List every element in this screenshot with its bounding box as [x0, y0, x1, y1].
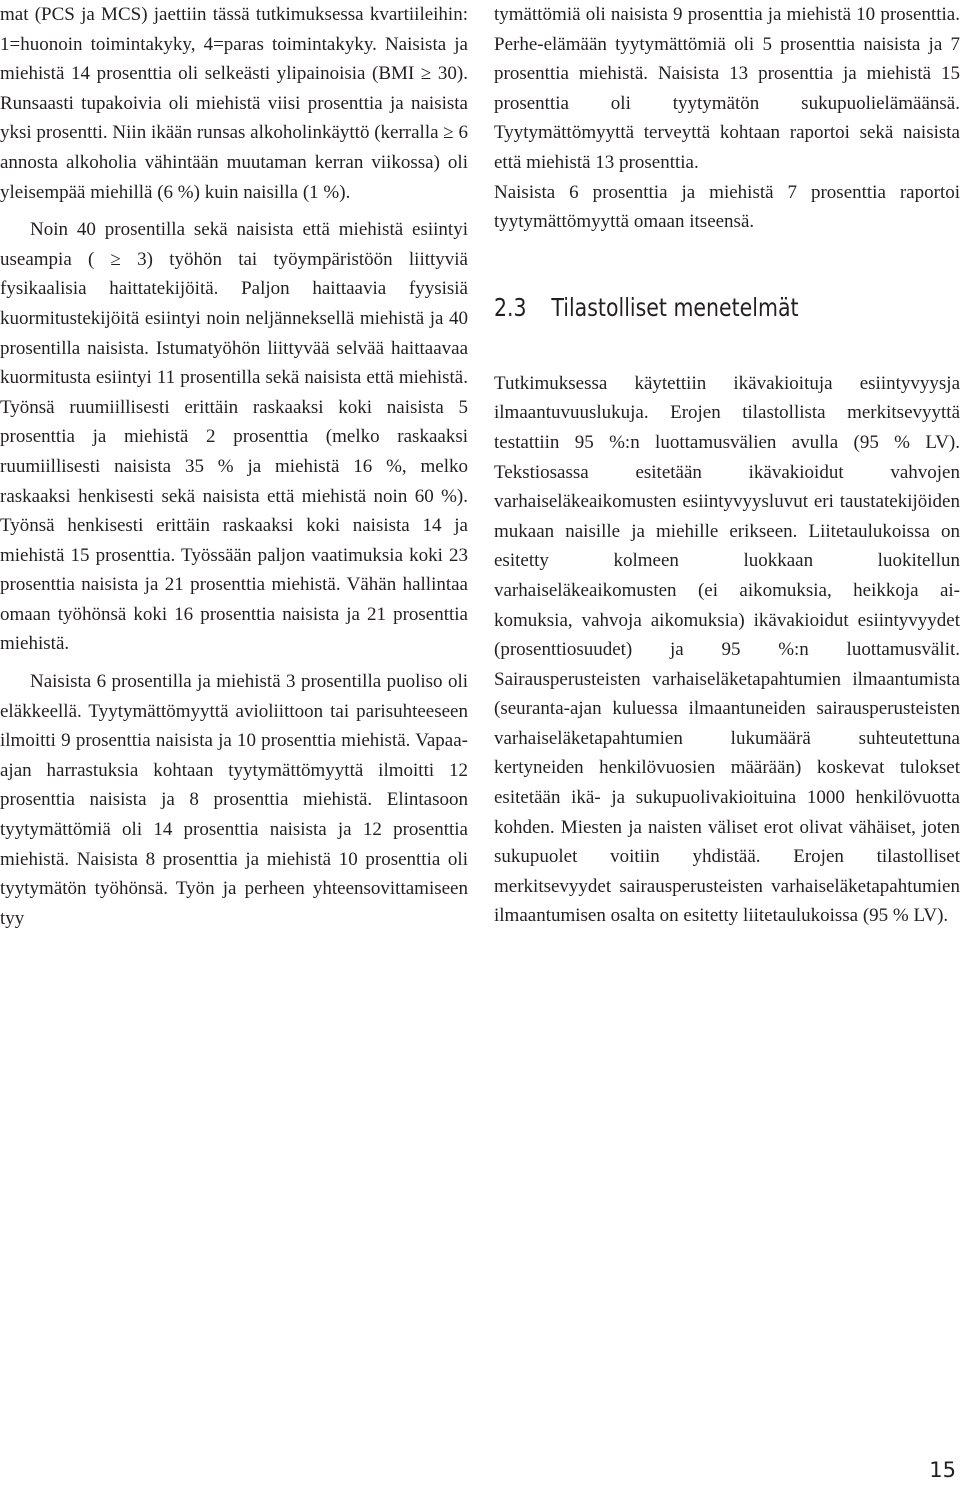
body-paragraph: mat (PCS ja MCS) jaettiin tässä tutkimuksessa kvartiileihin: 1=huonoin toimintakyky, 4=paras toimintakyky. Naisista ja miehistä 14 prosenttia oli selkeästi ylipainoisia (BMI ≥ 30). Runsaasti tupakoivia oli miehistä viisi prosenttia ja naisista yksi prosentti. Niin ikään runsas alkoholinkäyttö (kerralla ≥ 6 annosta alkoholia vähintään muutaman kerran viikossa) oli yleisempää miehillä (6 %) kuin naisilla (1 %).	[0, 4, 468, 203]
right-text-column	[494, 0, 960, 931]
section-number: 2.3	[494, 292, 527, 322]
page-number: 15	[929, 1458, 956, 1482]
body-paragraph: Naisista 6 prosenttia ja miehistä 7 prosenttia raportoi tyytymättömyyttä omaan itseensä.	[494, 181, 960, 233]
left-text-column	[0, 0, 468, 933]
body-paragraph: Naisista 6 prosentilla ja miehistä 3 prosentilla puoliso oli eläkkeellä. Tyytymättömyyttä avioliittoon tai parisuhteeseen ilmoitti 9 prosenttia naisista ja 10 prosenttia miehistä. Vapaa-ajan harrastuksia kohtaan tyytymättömyyttä ilmoitti 12 prosenttia naisista ja 8 prosenttia miehistä. Elintasoon tyytymättömiä oli 14 prosenttia naisista ja 12 prosenttia miehistä. Naisista 8 prosenttia ja miehistä 10 prosenttia oli tyytymätön työhönsä. Työn ja perheen yhteensovittamiseen tyy	[0, 671, 468, 929]
body-paragraph: Tutkimuksessa käytettiin ikävakioituja esiintyvyysja ilmaantuvuuslukuja. Erojen tilastollista merkitsevyyttä testattiin 95 %:n luottamusvälien avulla (95 % LV). Tekstiosassa esitetään ikävakioidut vahvojen varhaiseläkeaikomusten esiintyvyysluvut eri taustatekijöiden mukaan naisille ja miehille erikseen. Liitetaulukoissa on esitetty kolmeen luokkaan luokitellun varhaiseläkeaikomusten (ei aikomuksia, heikkoja aikomuksia, vahvoja aikomuksia) ikävakioidut esiintyvyydet (prosenttiosuudet) ja 95 %:n luottamusvälit. Sairausperusteisten varhaiseläketapahtumien ilmaantumista (seuranta-ajan kuluessa ilmaantuneiden sairausperusteisten varhaiseläketapahtumien lukumäärä suhteutettuna kertyneiden henkilövuosien määrään) koskevat tulokset esitetään ikä- ja sukupuolivakioituina 1000 henkilövuotta kohden. Miesten ja naisten väliset erot olivat vähäiset, joten sukupuolet voitiin yhdistää. Erojen tilastolliset merkitsevyydet sairausperusteisten varhaiseläketapahtumien ilmaantumisen osalta on esitetty liitetaulukoissa (95 % LV).	[494, 372, 960, 927]
body-paragraph: tymättömiä oli naisista 9 prosenttia ja miehistä 10 prosenttia. Perhe-elämään tyytymättömiä oli 5 prosenttia naisista ja 7 prosenttia miehistä. Naisista 13 prosenttia ja miehistä 15 prosenttia oli tyytymätön sukupuolielämäänsä. Tyytymättömyyttä terveyttä kohtaan raportoi sekä naisista että miehistä 13 prosenttia.	[494, 4, 960, 173]
section-heading	[494, 293, 876, 323]
section-title: Tilastolliset menetelmät	[551, 292, 799, 322]
body-paragraph: Noin 40 prosentilla sekä naisista että miehistä esiintyi useampia ( ≥ 3) työhön tai työympäristöön liittyviä fysikaalisia haittatekijöitä. Paljon haittaavia fyysisiä kuormitustekijöitä esiintyi noin neljänneksellä miehistä ja 40 prosentilla naisista. Istumatyöhön liittyvää selvää haittaavaa kuormitusta esiintyi 11 prosentilla sekä naisista että miehistä. Työnsä ruumiillisesti erittäin raskaaksi koki naisista 5 prosenttia ja miehistä 2 prosenttia (melko raskaaksi ruumiillisesti naisista 35 % ja miehistä 16 %, melko raskaaksi henkisesti sekä naisista että miehistä noin 60 %). Työnsä henkisesti erittäin raskaaksi koki naisista 14 ja miehistä 15 prosenttia. Työssään paljon vaatimuksia koki 23 prosenttia naisista ja 21 prosenttia miehistä. Vähän hallintaa omaan työhönsä koki 16 prosenttia naisista ja 21 prosenttia miehistä.	[0, 219, 468, 655]
